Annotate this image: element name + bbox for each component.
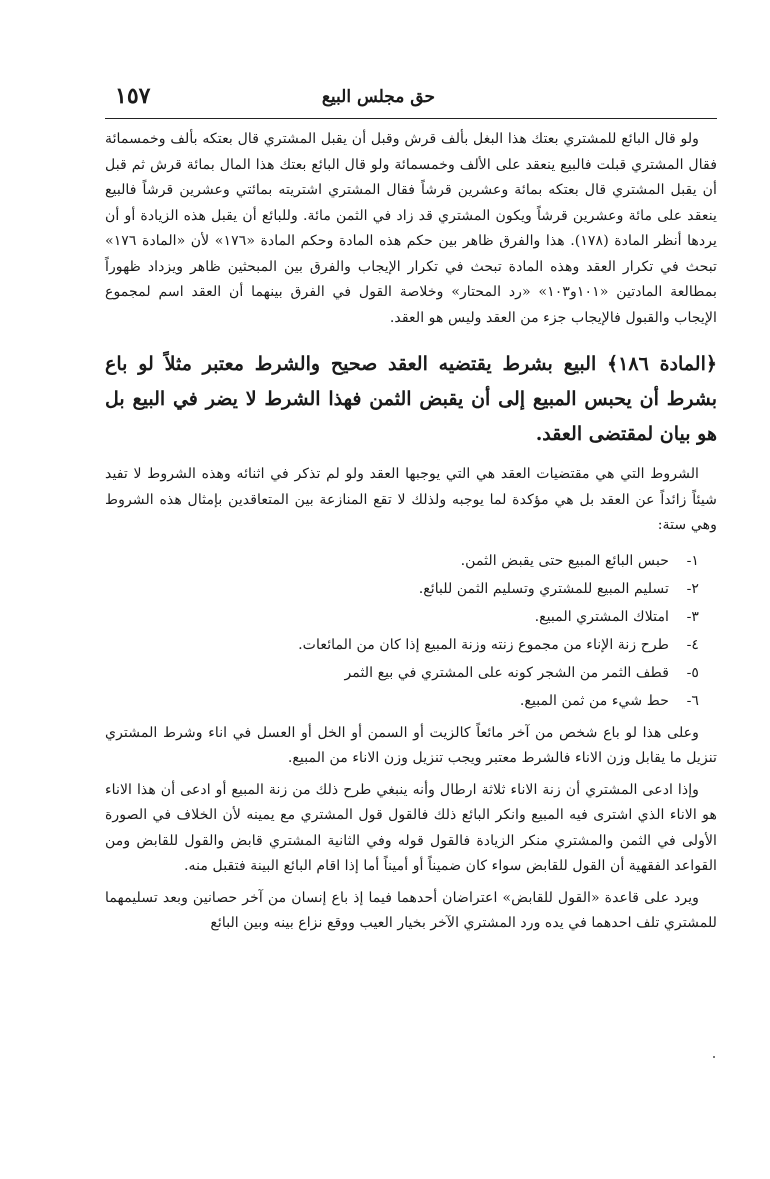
list-item	[105, 603, 699, 631]
paragraph-liquid-container: وعلى هذا لو باع شخص من آخر مائعاً كالزيت أو السمن أو الخل أو العسل في اناء وشرط المشتري تنزيل ما يقابل وزن الاناء فالشرط معتبر ويجب تنزيل وزن الاناء من المبيع.	[105, 724, 717, 766]
list-item	[105, 631, 699, 659]
list-item	[105, 687, 699, 715]
list-text: قطف الثمر من الشجر كونه على المشتري في بيع الثمر	[344, 664, 669, 681]
running-title: حق مجلس البيع	[321, 87, 435, 107]
list-number: ٣-	[686, 608, 699, 625]
page-header	[105, 85, 717, 115]
list-number: ٥-	[686, 664, 699, 681]
list-number: ٤-	[686, 636, 699, 653]
list-number: ١-	[686, 552, 699, 569]
article-186: ﴿المادة ١٨٦﴾ البيع بشرط يقتضيه العقد صحيح والشرط معتبر مثلاً لو باع بشرط أن يحبس المبيع إلى أن يقبض الثمن فهذا الشرط لا يضر في البيع بل هو بيان لمقتضى العقد.	[105, 353, 717, 445]
list-text: حبس البائع المبيع حتى يقبض الثمن.	[460, 552, 669, 569]
list-item	[105, 659, 699, 687]
list-number: ٦-	[686, 692, 699, 709]
list-text: طرح زنة الإناء من مجموع زنته وزنة المبيع إذا كان من المائعات.	[298, 636, 669, 653]
paragraph-holder-rule-objection: ويرد على قاعدة «القول للقابض» اعتراضان أحدهما فيما إذ باع إنسان من آخر حصانين وبعد تسليمهما للمشتري تلف احدهما في يده ورد المشتري الآخر بخيار العيب ووقع نزاع بينه وبين البائع	[105, 889, 717, 931]
paragraph-weight-dispute: وإذا ادعى المشتري أن زنة الاناء ثلاثة ارطال وأنه ينبغي طرح ذلك من زنة المبيع أو ادعى أن هذا الاناء هو الاناء الذي اشترى فيه المبيع وانكر البائع ذلك فالقول قول المشتري مع يمينه لأن الخلاف في الصورة الأولى في الثمن والمشتري منكر الزيادة فالقول قوله وفي الثانية المشتري قابض والقول للقابض ومن القواعد الفقهية أن القول للقابض سواء كان ضميناً أو أميناً أما إذا اقام البائع البينة فتقبل منه.	[105, 781, 717, 874]
print-speck	[713, 1056, 715, 1058]
conditions-list	[105, 547, 717, 715]
paragraph-contract-conditions: الشروط التي هي مقتضيات العقد هي التي يوجبها العقد ولو لم تذكر في اثنائه وهذه الشروط لا تفيد شيئاً زائداً عن العقد بل هي مؤكدة لما يوجبه ولذلك لا تقع المنازعة بين المتعاقدين بإمثال هذه الشروط وهي ستة:	[105, 466, 717, 533]
page-body	[105, 127, 717, 937]
paragraph-bidding-example: ولو قال البائع للمشتري بعتك هذا البغل بألف قرش وقبل أن يقبل المشتري قال بعتكه بألف وخمسمائة فقال المشتري قبلت فالبيع ينعقد على الألف وخمسمائة ولو قال البائع بعتك هذا المال بمائة قرش ثم قبل أن يقبل المشتري قال بعتكه بمائة وعشرين قرشاً فقال المشتري اشتريته بمائتي وعشرين قرشاً فالبيع ينعقد على مائة وعشرين قرشاً ويكون المشتري قد زاد في الثمن مائة. وللبائع أن يقبل هذه الزيادة أو أن يردها أنظر المادة (١٧٨). هذا والفرق ظاهر بين حكم هذه المادة وحكم المادة «١٧٦» لأن «المادة ١٧٦» تبحث في تكرار العقد وهذه المادة تبحث في تكرار الإيجاب والفرق بين المبحثين ظاهر ويزداد ظهوراً بمطالعة المادتين «١٠١و١٠٣» «رد المحتار» وخلاصة القول في الفرق بينهما أن العقد اسم لمجموع الإيجاب والقبول فالإيجاب جزء من العقد وليس هو العقد.	[105, 131, 717, 326]
list-text: تسليم المبيع للمشتري وتسليم الثمن للبائع.	[418, 580, 669, 597]
list-item	[105, 547, 699, 575]
list-item	[105, 575, 699, 603]
list-number: ٢-	[686, 580, 699, 597]
header-divider	[105, 118, 717, 119]
list-text: حط شيء من ثمن المبيع.	[519, 692, 669, 709]
page-number: ١٥٧	[115, 83, 151, 109]
list-text: امتلاك المشتري المبيع.	[534, 608, 669, 625]
